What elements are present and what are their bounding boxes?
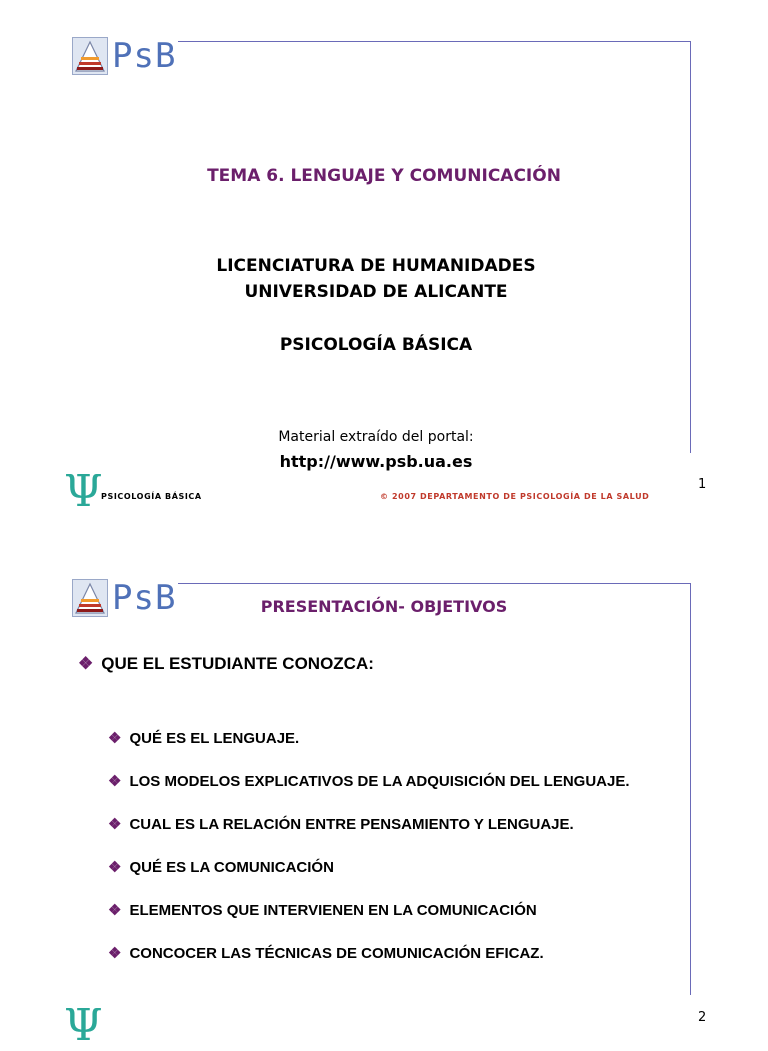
slide-frame-top (178, 41, 691, 42)
footer-subject: PSICOLOGÍA BÁSICA (101, 492, 202, 501)
list-item (108, 815, 574, 833)
list-item (108, 944, 544, 962)
list-item-text: CUAL ES LA RELACIÓN ENTRE PENSAMIENTO Y LENGUAJE. (129, 815, 574, 833)
slide-frame-right (690, 41, 691, 453)
psb-logo-text: PsB (112, 36, 177, 76)
footer-copyright: © 2007 DEPARTAMENTO DE PSICOLOGÍA DE LA SALUD (380, 492, 650, 501)
list-item (108, 729, 299, 747)
list-item (108, 858, 334, 876)
psb-logo-icon (72, 37, 108, 75)
list-item-text: QUÉ ES EL LENGUAJE. (129, 729, 300, 747)
page-number: 1 (698, 477, 707, 492)
diamond-bullet-icon: ❖ (108, 730, 122, 747)
diamond-bullet-icon: ❖ (108, 773, 122, 790)
slide-title: TEMA 6. LENGUAJE Y COMUNICACIÓN (207, 166, 561, 186)
portal-url[interactable]: http://www.psb.ua.es (279, 452, 473, 471)
list-item-text: CONCOCER LAS TÉCNICAS DE COMUNICACIÓN EFICAZ. (129, 944, 544, 962)
slide-frame-right (690, 583, 691, 995)
psb-logo-text: PsB (112, 578, 177, 618)
diamond-bullet-icon: ❖ (108, 816, 122, 833)
main-bullet-text: QUE EL ESTUDIANTE CONOZCA: (101, 654, 374, 673)
psb-logo (72, 36, 176, 76)
list-item (108, 772, 630, 790)
diamond-bullet-icon: ❖ (108, 859, 122, 876)
psi-icon: Ψ (64, 466, 103, 517)
list-item-text: ELEMENTOS QUE INTERVIENEN EN LA COMUNICACIÓN (129, 901, 537, 919)
material-note: Material extraído del portal: (278, 429, 474, 445)
psi-icon: Ψ (64, 1000, 103, 1051)
subject-line: PSICOLOGÍA BÁSICA (279, 335, 473, 355)
university-line: UNIVERSIDAD DE ALICANTE (244, 282, 508, 302)
slide-title: PRESENTACIÓN- OBJETIVOS (260, 597, 508, 616)
main-bullet (78, 654, 374, 674)
slide-2 (0, 540, 768, 1051)
slide-frame-top (178, 583, 691, 584)
list-item-text: QUÉ ES LA COMUNICACIÓN (129, 858, 334, 876)
diamond-bullet-icon: ❖ (108, 945, 122, 962)
degree-line: LICENCIATURA DE HUMANIDADES (216, 256, 536, 276)
list-item (108, 901, 537, 919)
list-item-text: LOS MODELOS EXPLICATIVOS DE LA ADQUISICIÓN DEL LENGUAJE. (129, 772, 630, 790)
diamond-bullet-icon: ❖ (78, 654, 94, 673)
page-number: 2 (698, 1010, 707, 1025)
diamond-bullet-icon: ❖ (108, 902, 122, 919)
